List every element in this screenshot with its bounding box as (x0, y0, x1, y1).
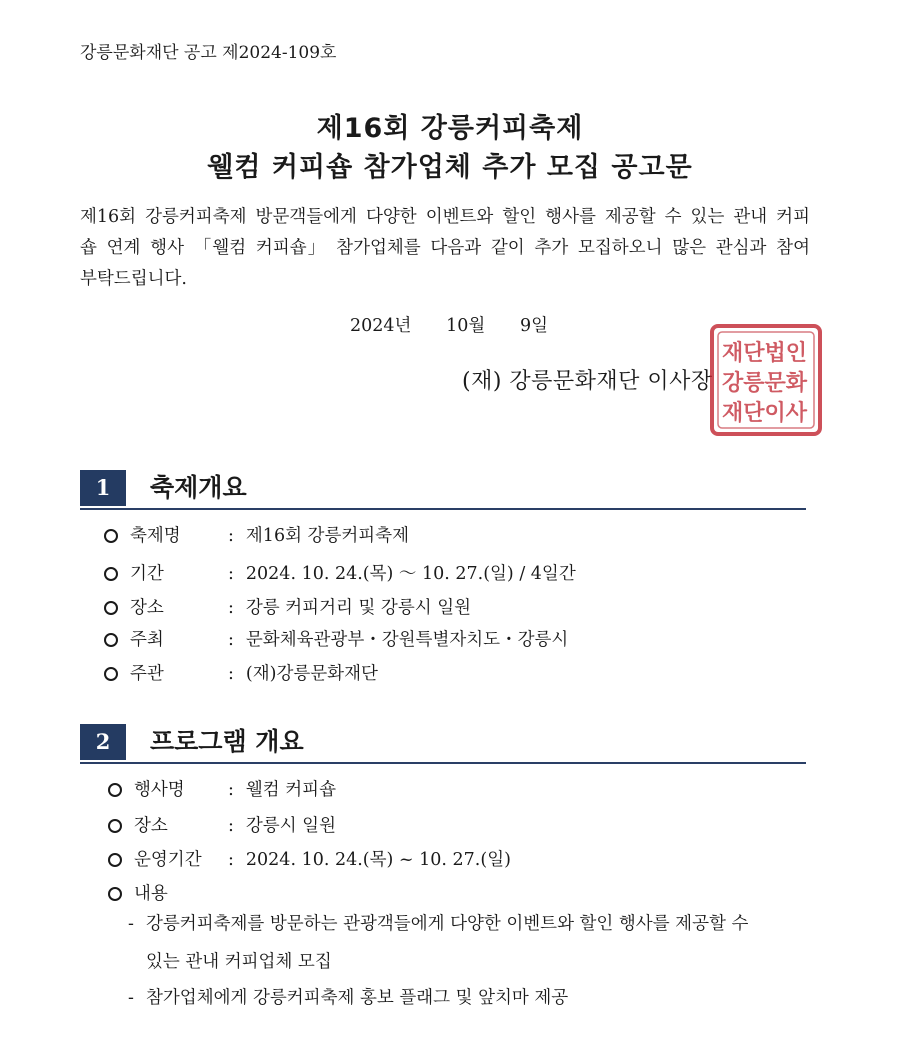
notice-number: 강릉문화재단 공고 제2024-109호 (80, 43, 337, 63)
svg-text:재단법인: 재단법인 (722, 341, 808, 366)
issuer: (재) 강릉문화재단 이사장 (462, 369, 713, 394)
program-row-event-name: 행사명 : 웰컴 커피숍 (108, 776, 336, 801)
svg-text:재단이사: 재단이사 (722, 401, 808, 426)
intro-paragraph: 제16회 강릉커피축제 방문객들에게 다양한 이벤트와 할인 행사를 제공할 수 있는 관내 커피숍 연계 행사 「웰컴 커피숍」 참가업체를 다음과 같이 추가 모집하오니 많은 관심과 참여 부탁드립니다. (80, 207, 810, 289)
content-detail-1-continued: 있는 관내 커피업체 모집 (146, 952, 332, 972)
circle-bullet-icon (108, 887, 122, 901)
circle-bullet-icon (108, 819, 122, 833)
official-seal-icon (706, 320, 826, 440)
info-row-organizer: 주관 : (재)강릉문화재단 (104, 660, 378, 685)
circle-bullet-icon (104, 633, 118, 647)
circle-bullet-icon (104, 529, 118, 543)
circle-bullet-icon (104, 601, 118, 615)
info-row-period: 기간 : 2024. 10. 24.(목) ～ 10. 27.(일) / 4일간 (104, 560, 576, 585)
svg-text:강릉문화: 강릉문화 (722, 371, 808, 396)
info-row-host: 주최 : 문화체육관광부・강원특별자치도・강릉시 (104, 626, 568, 651)
announcement-date: 2024년 10월 9일 (350, 316, 549, 336)
section-header-1 (80, 468, 806, 510)
program-row-venue: 장소 : 강릉시 일원 (108, 812, 336, 837)
section-number-badge: 2 (80, 724, 126, 760)
circle-bullet-icon (104, 567, 118, 581)
section-title: 축제개요 (150, 473, 247, 502)
section-number-badge: 1 (80, 470, 126, 506)
content-detail-2: - 참가업체에게 강릉커피축제 홍보 플래그 및 앞치마 제공 (128, 988, 569, 1008)
info-row-festival-name: 축제명 : 제16회 강릉커피축제 (104, 522, 409, 547)
title-line-2: 웰컴 커피숍 참가업체 추가 모집 공고문 (207, 152, 693, 183)
program-row-content: 내용 (108, 880, 220, 905)
info-row-venue: 장소 : 강릉 커피거리 및 강릉시 일원 (104, 594, 471, 619)
program-row-period: 운영기간 : 2024. 10. 24.(목) ~ 10. 27.(일) (108, 846, 511, 871)
section-header-2 (80, 722, 806, 764)
circle-bullet-icon (104, 667, 118, 681)
title-line-1: 제16회 강릉커피축제 (316, 113, 584, 144)
section-title: 프로그램 개요 (150, 727, 304, 756)
content-detail-1: - 강릉커피축제를 방문하는 관광객들에게 다양한 이벤트와 할인 행사를 제공할 수 (128, 914, 749, 934)
circle-bullet-icon (108, 853, 122, 867)
circle-bullet-icon (108, 783, 122, 797)
